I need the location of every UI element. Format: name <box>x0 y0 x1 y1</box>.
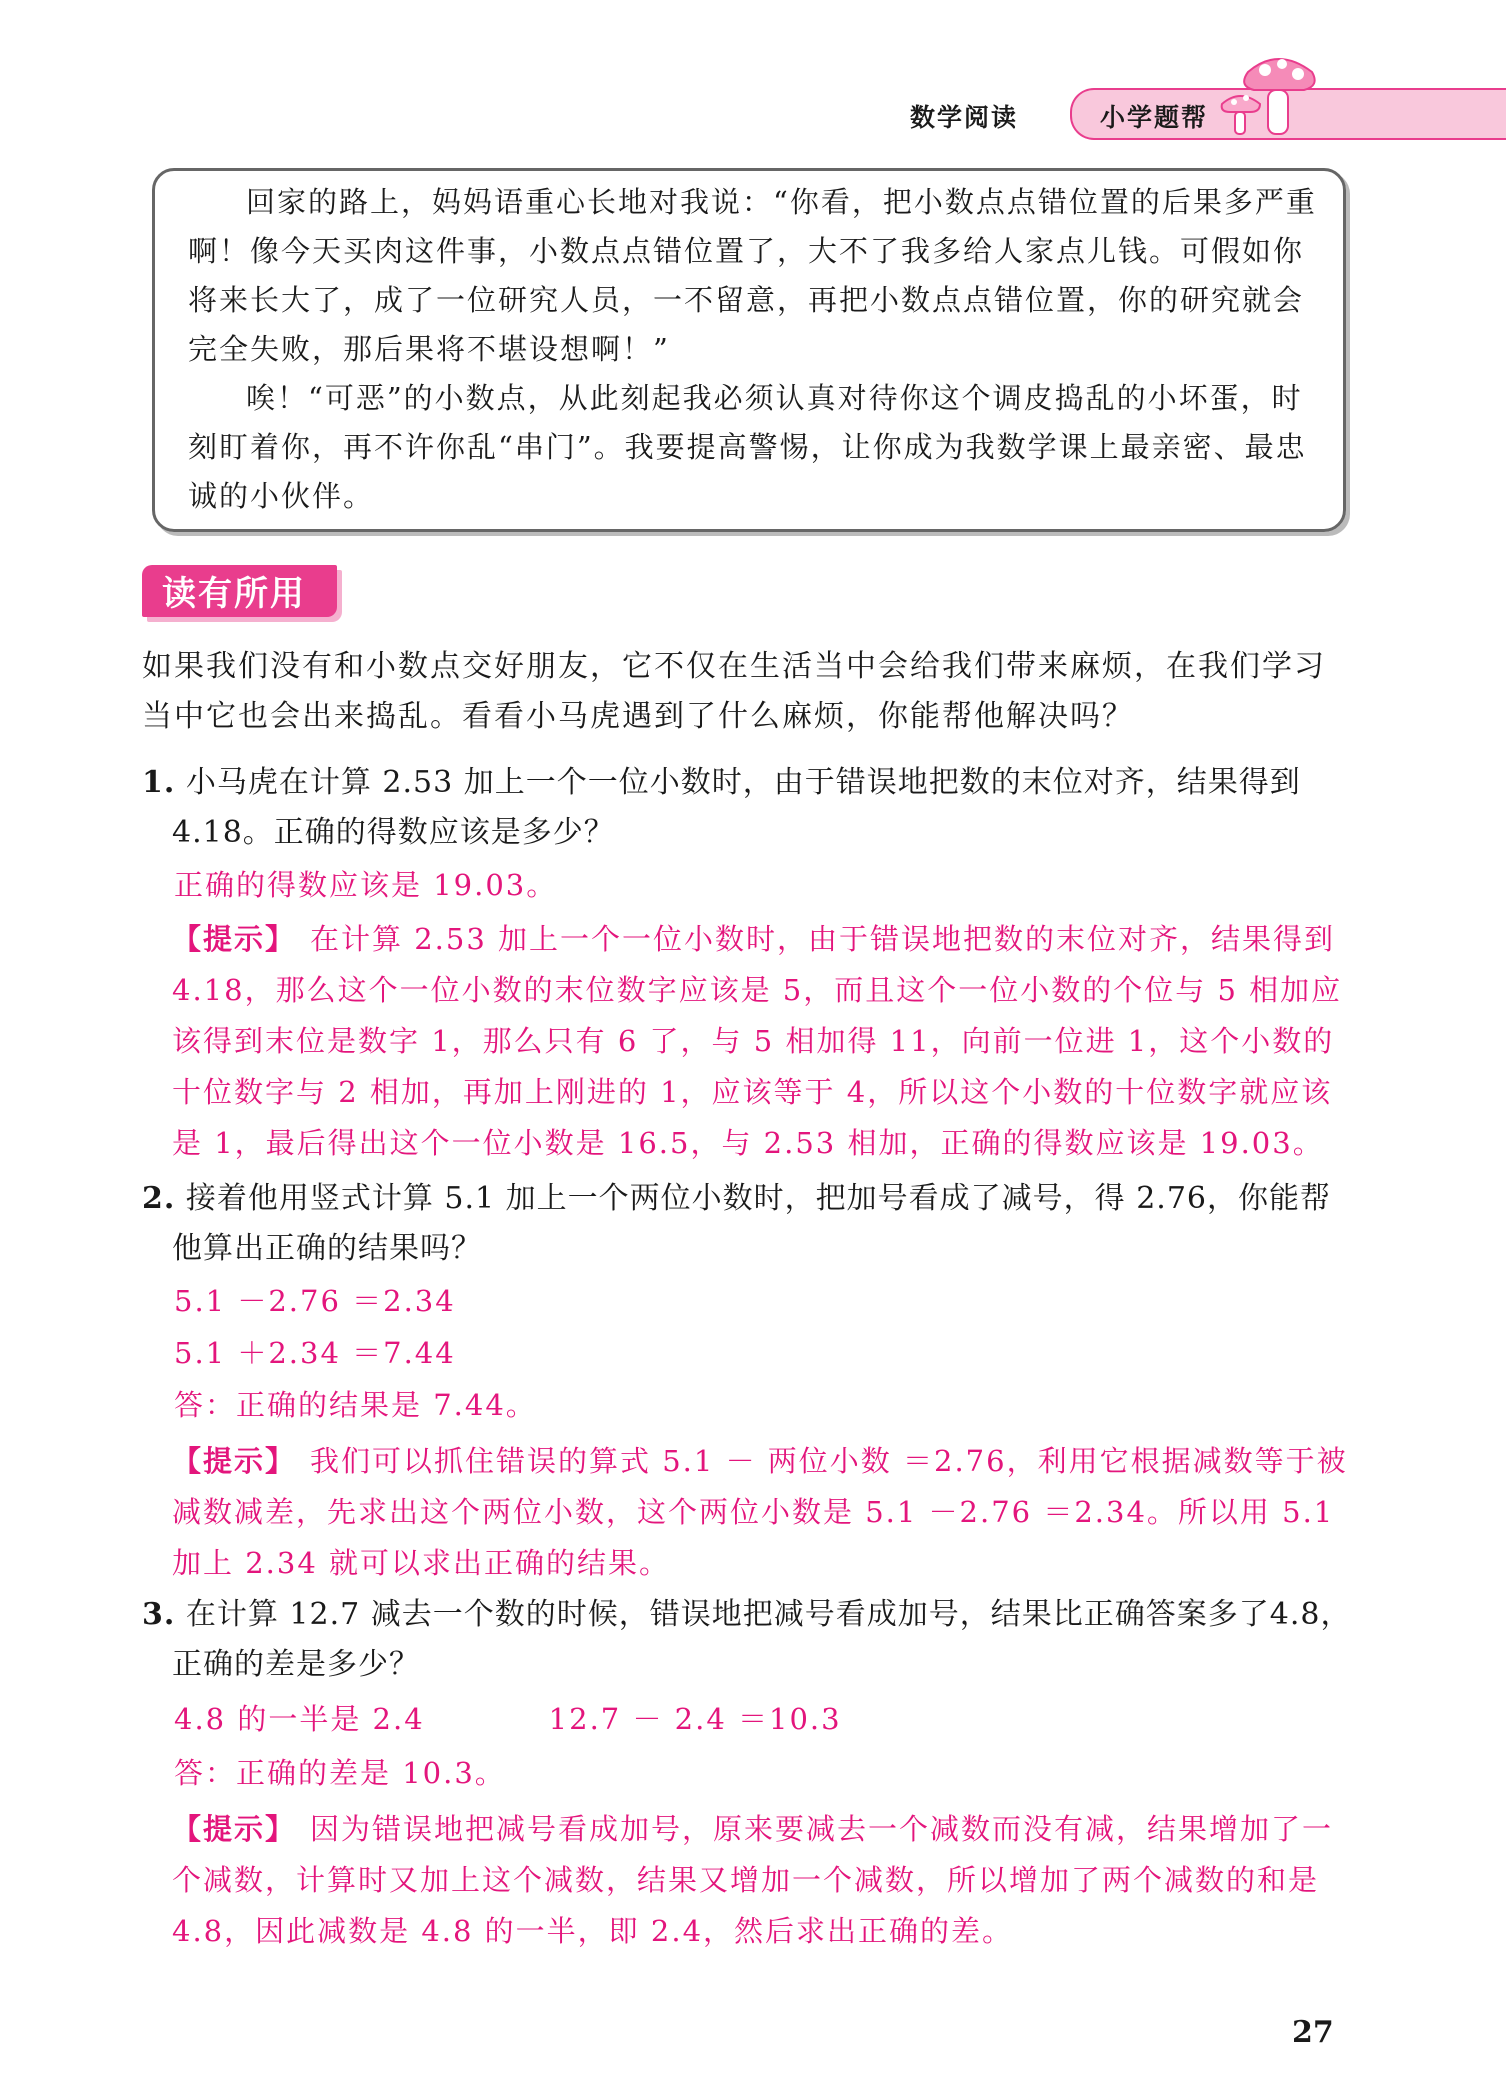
hint-block <box>172 914 1360 1169</box>
question-text-line1: 接着他用竖式计算 5.1 加上一个两位小数时，把加号看成了减号，得 2.76，你能帮 <box>185 1181 1331 1216</box>
hint-block <box>172 1804 1360 1957</box>
answer-line: 答：正确的差是 10.3。 <box>174 1756 506 1790</box>
page-number: 27 <box>1292 2015 1334 2050</box>
hint-tag: 【提示】 <box>172 1444 297 1478</box>
story-paragraph-2: 唉！“可恶”的小数点，从此刻起我必须认真对待你这个调皮捣乱的小坏蛋，时刻盯着你，再不许你乱“串门”。我要提高警惕，让你成为我数学课上最亲密、最忠诚的小伙伴。 <box>188 381 1307 513</box>
answer-line: 答：正确的结果是 7.44。 <box>174 1388 537 1422</box>
hint-text: 在计算 2.53 加上一个一位小数时，由于错误地把数的末位对齐，结果得到 4.18，那么这个一位小数的末位数字应该是 5，而且这个一位小数的个位与 5 相加应该得到末位是数字 1，那么只有 6 了，与 5 相加得 11，向前一位进 1，这个小数的十位数字与 2 相加，再加上刚进的 1，应该等于 4，所以这个小数的十位数字就应该是 1，最后得出这个一位小数是 16.5，与 2.53 相加，正确的得数应该是 19.03。 <box>172 922 1343 1160</box>
question-number: 1. <box>142 765 176 800</box>
hint-text: 我们可以抓住错误的算式 5.1 － 两位小数 ＝2.76，利用它根据减数等于被减数减差，先求出这个两位小数，这个两位小数是 5.1 －2.76 ＝2.34。所以用 5.1 加上 2.34 就可以求出正确的结果。 <box>172 1444 1348 1580</box>
story-paragraph-1: 回家的路上，妈妈语重心长地对我说：“你看，把小数点点错位置的后果多严重啊！像今天买肉这件事，小数点点错位置了，大不了我多给人家点儿钱。可假如你将来长大了，成了一位研究人员，一不留意，再把小数点点错位置，你的研究就会完全失败，那后果将不堪设想啊！” <box>188 185 1317 366</box>
answer-line: 5.1 －2.76 ＝2.34 <box>174 1284 456 1318</box>
question-1 <box>142 758 1357 858</box>
answer-line: 5.1 ＋2.34 ＝7.44 <box>174 1336 456 1370</box>
question-text-line2: 4.18。正确的得数应该是多少？ <box>172 815 615 850</box>
question-2 <box>142 1174 1357 1274</box>
header-section-label: 数学阅读 <box>910 103 1019 132</box>
hint-block <box>172 1436 1360 1589</box>
hint-tag: 【提示】 <box>172 922 297 956</box>
section-title: 读有所用 <box>162 574 306 614</box>
question-text-line1: 小马虎在计算 2.53 加上一个一位小数时，由于错误地把数的末位对齐，结果得到 <box>185 765 1301 800</box>
mushroom-icon <box>1220 52 1340 142</box>
header-tab-label: 小学题帮 <box>1100 103 1209 132</box>
section-intro: 如果我们没有和小数点交好朋友，它不仅在生活当中会给我们带来麻烦，在我们学习当中它也会出来捣乱。看看小马虎遇到了什么麻烦，你能帮他解决吗？ <box>142 649 1326 734</box>
question-text-line2: 他算出正确的结果吗？ <box>172 1231 482 1266</box>
answer-line: 正确的得数应该是 19.03。 <box>174 868 558 902</box>
question-3 <box>142 1590 1357 1690</box>
hint-tag: 【提示】 <box>172 1812 297 1846</box>
question-number: 2. <box>142 1181 176 1216</box>
question-number: 3. <box>142 1597 176 1632</box>
hint-text: 因为错误地把减号看成加号，原来要减去一个减数而没有减，结果增加了一个减数，计算时又加上这个减数，结果又增加一个减数，所以增加了两个减数的和是 4.8，因此减数是 4.8 的一半，即 2.4，然后求出正确的差。 <box>172 1812 1334 1948</box>
answer-line: 4.8 的一半是 2.4 12.7 － 2.4 ＝10.3 <box>174 1702 842 1736</box>
question-text-line2: 正确的差是多少？ <box>172 1647 420 1682</box>
question-text-line1: 在计算 12.7 减去一个数的时候，错误地把减号看成加号，结果比正确答案多了4.8， <box>185 1597 1352 1632</box>
